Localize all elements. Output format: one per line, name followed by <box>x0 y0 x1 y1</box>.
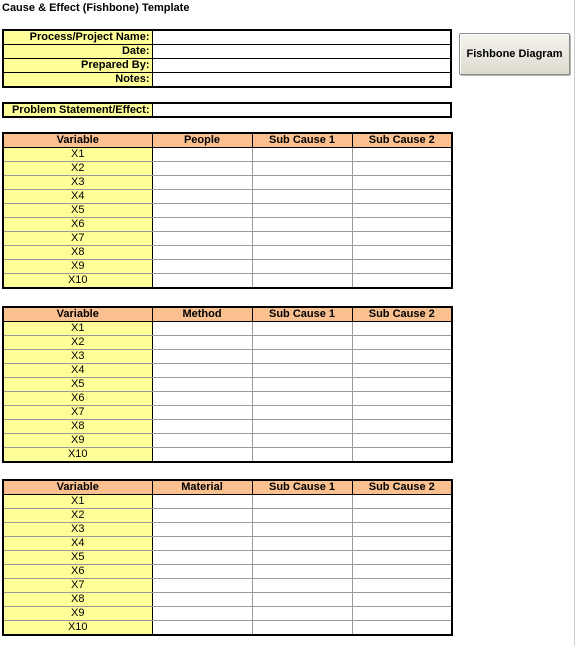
method-section-table <box>2 306 453 463</box>
cause-cell[interactable] <box>152 176 252 190</box>
sub-cause-2-cell[interactable] <box>352 509 452 523</box>
cause-cell[interactable] <box>152 322 252 336</box>
column-header: Sub Cause 2 <box>352 307 452 322</box>
cause-cell[interactable] <box>152 274 252 289</box>
cause-cell[interactable] <box>152 420 252 434</box>
sub-cause-2-cell[interactable] <box>352 260 452 274</box>
sub-cause-2-cell[interactable] <box>352 565 452 579</box>
variable-label: X3 <box>3 523 152 537</box>
variable-label: X10 <box>3 621 152 636</box>
cause-cell[interactable] <box>152 565 252 579</box>
variable-label: X4 <box>3 190 152 204</box>
sub-cause-2-cell[interactable] <box>352 378 452 392</box>
variable-row <box>3 364 452 378</box>
problem-row <box>3 103 451 117</box>
date-row <box>3 45 451 59</box>
sub-cause-1-cell[interactable] <box>252 218 352 232</box>
cause-cell[interactable] <box>152 523 252 537</box>
process-name-cell[interactable] <box>152 30 451 45</box>
cause-cell[interactable] <box>152 392 252 406</box>
variable-row <box>3 551 452 565</box>
cause-cell[interactable] <box>152 621 252 636</box>
column-header: Sub Cause 1 <box>252 307 352 322</box>
notes-cell[interactable] <box>152 73 451 88</box>
variable-row <box>3 378 452 392</box>
cause-cell[interactable] <box>152 148 252 162</box>
problem-statement-cell[interactable] <box>152 103 451 117</box>
sub-cause-2-cell[interactable] <box>352 218 452 232</box>
method-section-body <box>3 307 452 462</box>
variable-label: X8 <box>3 593 152 607</box>
cause-cell[interactable] <box>152 378 252 392</box>
cause-cell[interactable] <box>152 336 252 350</box>
sub-cause-1-cell[interactable] <box>252 378 352 392</box>
sub-cause-1-cell[interactable] <box>252 509 352 523</box>
variable-label: X3 <box>3 350 152 364</box>
sub-cause-2-cell[interactable] <box>352 420 452 434</box>
cause-cell[interactable] <box>152 495 252 509</box>
window-edge <box>574 0 575 646</box>
variable-label: X2 <box>3 509 152 523</box>
variable-label: X6 <box>3 218 152 232</box>
variable-label: X10 <box>3 448 152 463</box>
cause-cell[interactable] <box>152 350 252 364</box>
variable-row <box>3 607 452 621</box>
sub-cause-1-cell[interactable] <box>252 495 352 509</box>
prepared-by-cell[interactable] <box>152 59 451 73</box>
notes-row <box>3 73 451 88</box>
sub-cause-2-cell[interactable] <box>352 523 452 537</box>
variable-label: X1 <box>3 148 152 162</box>
variable-label: X5 <box>3 378 152 392</box>
variable-label: X7 <box>3 406 152 420</box>
cause-cell[interactable] <box>152 551 252 565</box>
sub-cause-1-cell[interactable] <box>252 162 352 176</box>
sub-cause-1-cell[interactable] <box>252 336 352 350</box>
sub-cause-2-cell[interactable] <box>352 350 452 364</box>
variable-label: X4 <box>3 537 152 551</box>
sub-cause-2-cell[interactable] <box>352 392 452 406</box>
sub-cause-2-cell[interactable] <box>352 190 452 204</box>
cause-cell[interactable] <box>152 204 252 218</box>
material-section-body <box>3 480 452 635</box>
sub-cause-1-cell[interactable] <box>252 448 352 463</box>
prepared-by-label: Prepared By: <box>3 59 152 73</box>
sub-cause-1-cell[interactable] <box>252 565 352 579</box>
sub-cause-1-cell[interactable] <box>252 523 352 537</box>
sub-cause-2-cell[interactable] <box>352 176 452 190</box>
sub-cause-1-cell[interactable] <box>252 392 352 406</box>
sub-cause-1-cell[interactable] <box>252 621 352 636</box>
sub-cause-2-cell[interactable] <box>352 406 452 420</box>
column-header: Variable <box>3 133 152 148</box>
section-header-row <box>3 480 452 495</box>
variable-row <box>3 162 452 176</box>
variable-label: X3 <box>3 176 152 190</box>
variable-label: X2 <box>3 162 152 176</box>
section-header-row <box>3 133 452 148</box>
cause-cell[interactable] <box>152 406 252 420</box>
sub-cause-1-cell[interactable] <box>252 551 352 565</box>
variable-row <box>3 148 452 162</box>
column-header: Method <box>152 307 252 322</box>
sub-cause-1-cell[interactable] <box>252 176 352 190</box>
sub-cause-1-cell[interactable] <box>252 148 352 162</box>
notes-label: Notes: <box>3 73 152 88</box>
sub-cause-1-cell[interactable] <box>252 364 352 378</box>
sub-cause-2-cell[interactable] <box>352 495 452 509</box>
people-section-table <box>2 132 453 289</box>
variable-label: X7 <box>3 232 152 246</box>
variable-label: X4 <box>3 364 152 378</box>
variable-row <box>3 565 452 579</box>
variable-row <box>3 537 452 551</box>
variable-row <box>3 523 452 537</box>
cause-cell[interactable] <box>152 509 252 523</box>
variable-label: X6 <box>3 565 152 579</box>
column-header: People <box>152 133 252 148</box>
cause-cell[interactable] <box>152 246 252 260</box>
sub-cause-2-cell[interactable] <box>352 204 452 218</box>
variable-row <box>3 350 452 364</box>
fishbone-diagram-button[interactable]: Fishbone Diagram <box>459 33 570 75</box>
variable-row <box>3 176 452 190</box>
process-label: Process/Project Name: <box>3 30 152 45</box>
sub-cause-1-cell[interactable] <box>252 190 352 204</box>
cause-cell[interactable] <box>152 162 252 176</box>
date-cell[interactable] <box>152 45 451 59</box>
sub-cause-1-cell[interactable] <box>252 593 352 607</box>
sub-cause-2-cell[interactable] <box>352 364 452 378</box>
sub-cause-1-cell[interactable] <box>252 579 352 593</box>
variable-row <box>3 246 452 260</box>
cause-cell[interactable] <box>152 260 252 274</box>
variable-row <box>3 495 452 509</box>
sub-cause-1-cell[interactable] <box>252 322 352 336</box>
variable-row <box>3 336 452 350</box>
sub-cause-2-cell[interactable] <box>352 232 452 246</box>
project-info-table <box>2 29 452 88</box>
variable-row <box>3 190 452 204</box>
sub-cause-1-cell[interactable] <box>252 232 352 246</box>
variable-label: X2 <box>3 336 152 350</box>
cause-cell[interactable] <box>152 434 252 448</box>
people-section-body <box>3 133 452 288</box>
problem-statement-label: Problem Statement/Effect: <box>3 103 152 117</box>
column-header: Sub Cause 1 <box>252 133 352 148</box>
sub-cause-2-cell[interactable] <box>352 162 452 176</box>
cause-cell[interactable] <box>152 448 252 463</box>
column-header: Variable <box>3 307 152 322</box>
section-header-row <box>3 307 452 322</box>
variable-label: X1 <box>3 322 152 336</box>
column-header: Variable <box>3 480 152 495</box>
sub-cause-1-cell[interactable] <box>252 350 352 364</box>
sub-cause-2-cell[interactable] <box>352 607 452 621</box>
sub-cause-1-cell[interactable] <box>252 434 352 448</box>
variable-row <box>3 218 452 232</box>
process-row <box>3 30 451 45</box>
variable-label: X5 <box>3 204 152 218</box>
sub-cause-1-cell[interactable] <box>252 607 352 621</box>
sub-cause-1-cell[interactable] <box>252 246 352 260</box>
sub-cause-2-cell[interactable] <box>352 579 452 593</box>
date-label: Date: <box>3 45 152 59</box>
variable-row <box>3 448 452 463</box>
sheet-title: Cause & Effect (Fishbone) Template <box>2 2 190 14</box>
variable-label: X5 <box>3 551 152 565</box>
sub-cause-2-cell[interactable] <box>352 336 452 350</box>
variable-row <box>3 322 452 336</box>
variable-row <box>3 593 452 607</box>
variable-label: X6 <box>3 392 152 406</box>
variable-row <box>3 204 452 218</box>
sub-cause-2-cell[interactable] <box>352 246 452 260</box>
column-header: Sub Cause 2 <box>352 480 452 495</box>
cause-cell[interactable] <box>152 579 252 593</box>
variable-label: X10 <box>3 274 152 289</box>
variable-label: X9 <box>3 607 152 621</box>
sub-cause-2-cell[interactable] <box>352 274 452 289</box>
cause-cell[interactable] <box>152 593 252 607</box>
variable-label: X7 <box>3 579 152 593</box>
sub-cause-1-cell[interactable] <box>252 260 352 274</box>
sub-cause-2-cell[interactable] <box>352 322 452 336</box>
sub-cause-2-cell[interactable] <box>352 434 452 448</box>
column-header: Sub Cause 2 <box>352 133 452 148</box>
sub-cause-2-cell[interactable] <box>352 537 452 551</box>
variable-row <box>3 232 452 246</box>
sub-cause-2-cell[interactable] <box>352 148 452 162</box>
column-header: Material <box>152 480 252 495</box>
sub-cause-1-cell[interactable] <box>252 537 352 551</box>
variable-row <box>3 509 452 523</box>
variable-row <box>3 392 452 406</box>
variable-label: X9 <box>3 434 152 448</box>
sub-cause-1-cell[interactable] <box>252 204 352 218</box>
variable-row <box>3 274 452 289</box>
variable-row <box>3 420 452 434</box>
problem-statement-table <box>2 102 452 118</box>
variable-label: X1 <box>3 495 152 509</box>
variable-label: X8 <box>3 420 152 434</box>
cause-cell[interactable] <box>152 607 252 621</box>
sub-cause-2-cell[interactable] <box>352 621 452 636</box>
prepared-row <box>3 59 451 73</box>
material-section-table <box>2 479 453 636</box>
sub-cause-1-cell[interactable] <box>252 420 352 434</box>
variable-row <box>3 406 452 420</box>
cause-cell[interactable] <box>152 218 252 232</box>
variable-row <box>3 579 452 593</box>
sub-cause-1-cell[interactable] <box>252 274 352 289</box>
variable-label: X8 <box>3 246 152 260</box>
sub-cause-2-cell[interactable] <box>352 593 452 607</box>
sub-cause-1-cell[interactable] <box>252 406 352 420</box>
cause-cell[interactable] <box>152 364 252 378</box>
sub-cause-2-cell[interactable] <box>352 551 452 565</box>
variable-row <box>3 260 452 274</box>
cause-cell[interactable] <box>152 190 252 204</box>
variable-row <box>3 621 452 636</box>
variable-row <box>3 434 452 448</box>
cause-cell[interactable] <box>152 232 252 246</box>
sub-cause-2-cell[interactable] <box>352 448 452 463</box>
variable-label: X9 <box>3 260 152 274</box>
column-header: Sub Cause 1 <box>252 480 352 495</box>
cause-cell[interactable] <box>152 537 252 551</box>
